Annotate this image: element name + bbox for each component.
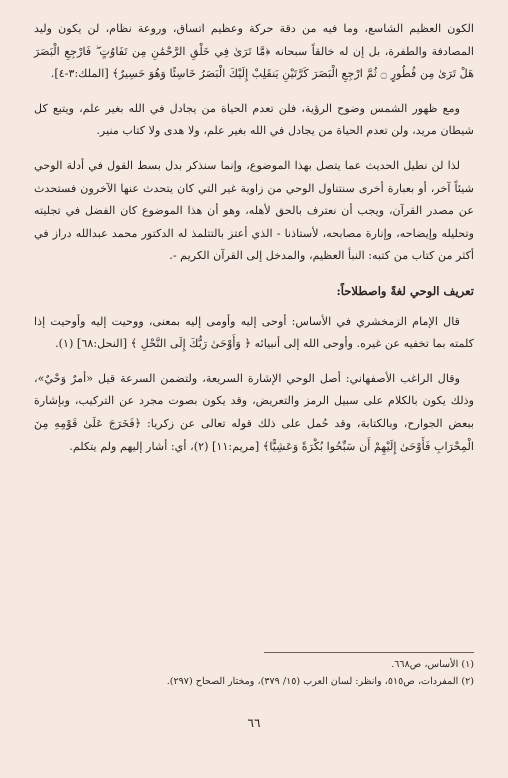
- definition-zamakhshari: قال الإمام الزمخشري في الأساس: أوحى إليه وأومى إليه بمعنى، ووحيت إليه وأوحيت إذا كلمته بما تخفيه عن غيره. وأوحى الله إلى أنبيائه ﴿ وَأَوْحَىٰ رَبُّكَ إِلَى النَّحْلِ ﴾ [النحل:٦٨] (١).: [34, 314, 474, 351]
- footnote-1: (١) الأساس، ص٦٦٨.: [391, 659, 474, 670]
- main-text: [34, 18, 474, 470]
- paragraph-2: ومع ظهور الشمس وضوح الرؤية، فلن تعدم الحياة من يجادل في الله بغير علم، ويتبع كل شيطان مريد، ولن تعدم الحياة من يجادل في الله بغير علم، ولا هدى ولا كتاب منير.: [34, 101, 474, 138]
- footnote-divider: [264, 652, 474, 653]
- section-heading: تعريف الوحي لغةً واصطلاحاً:: [336, 283, 474, 298]
- paragraph-1: الكون العظيم الشاسع، وما فيه من دقة حركة وعظيم اتساق، وروعة نظام، لن يكون وليد المصادفة والطفرة، بل إن له خالقاً سبحانه ﴿مَّا تَرَىٰ فِي خَلْقِ الرَّحْمَٰنِ مِن تَفَاوُتٍ ۖ فَارْجِعِ الْبَصَرَ هَلْ تَرَىٰ مِن فُطُورٍ ۝ ثُمَّ ارْجِعِ الْبَصَرَ كَرَّتَيْنِ يَنقَلِبْ إِلَيْكَ الْبَصَرُ خَاسِئًا وَهُوَ حَسِيرٌ﴾ [الملك:٣-٤].: [34, 22, 474, 81]
- definition-raghib: وقال الراغب الأصفهاني: أصل الوحي الإشارة السريعة، ولتضمن السرعة قيل «أمرٌ وَحْيٌ»، وذلك يكون بالكلام على سبيل الرمز والتعريض، وقد يكون بصوت مجرد عن التركيب، وبإشارة ببعض الجوارح، وبالكتابة، وقد حُمل على ذلك قوله تعالى عن زكريا: ﴿فَخَرَجَ عَلَىٰ قَوْمِهِ مِنَ الْمِحْرَابِ فَأَوْحَىٰ إِلَيْهِمْ أَن سَبِّحُوا بُكْرَةً وَعَشِيًّا﴾ [مريم:١١] (٢)، أي: أشار إليهم ولم يتكلم.: [34, 371, 474, 453]
- footnote-2: (٢) المفردات، ص٥١٥، وانظر: لسان العرب (١٥/ ٣٧٩)، ومختار الصحاح (٢٩٧).: [166, 676, 474, 687]
- paragraph-3: لذا لن نطيل الحديث عما يتصل بهذا الموضوع، وإنما سنذكر بدل بسط القول في أدلة الوحي شيئاً آخر، أو بعبارة أخرى سنتناول الوحي من زاوية غير التي كان يتحدث عنها الآخرون فستحدث عن مصدر القرآن، ويجب أن نعترف بالحق لأهله، وهو أن هذا الموضوع كان الفضل في تجليته وتحليله وإيضاحه، وإنارة مصابحه، لأستاذنا - الذي أعتز بالتتلمذ له الدكتور محمد عبدالله دراز في أكثر من كتاب من كتبه: النبأ العظيم، والمدخل إلى القرآن الكريم -.: [34, 158, 474, 263]
- page-number: ٦٦: [247, 716, 261, 730]
- footnotes: [34, 656, 474, 690]
